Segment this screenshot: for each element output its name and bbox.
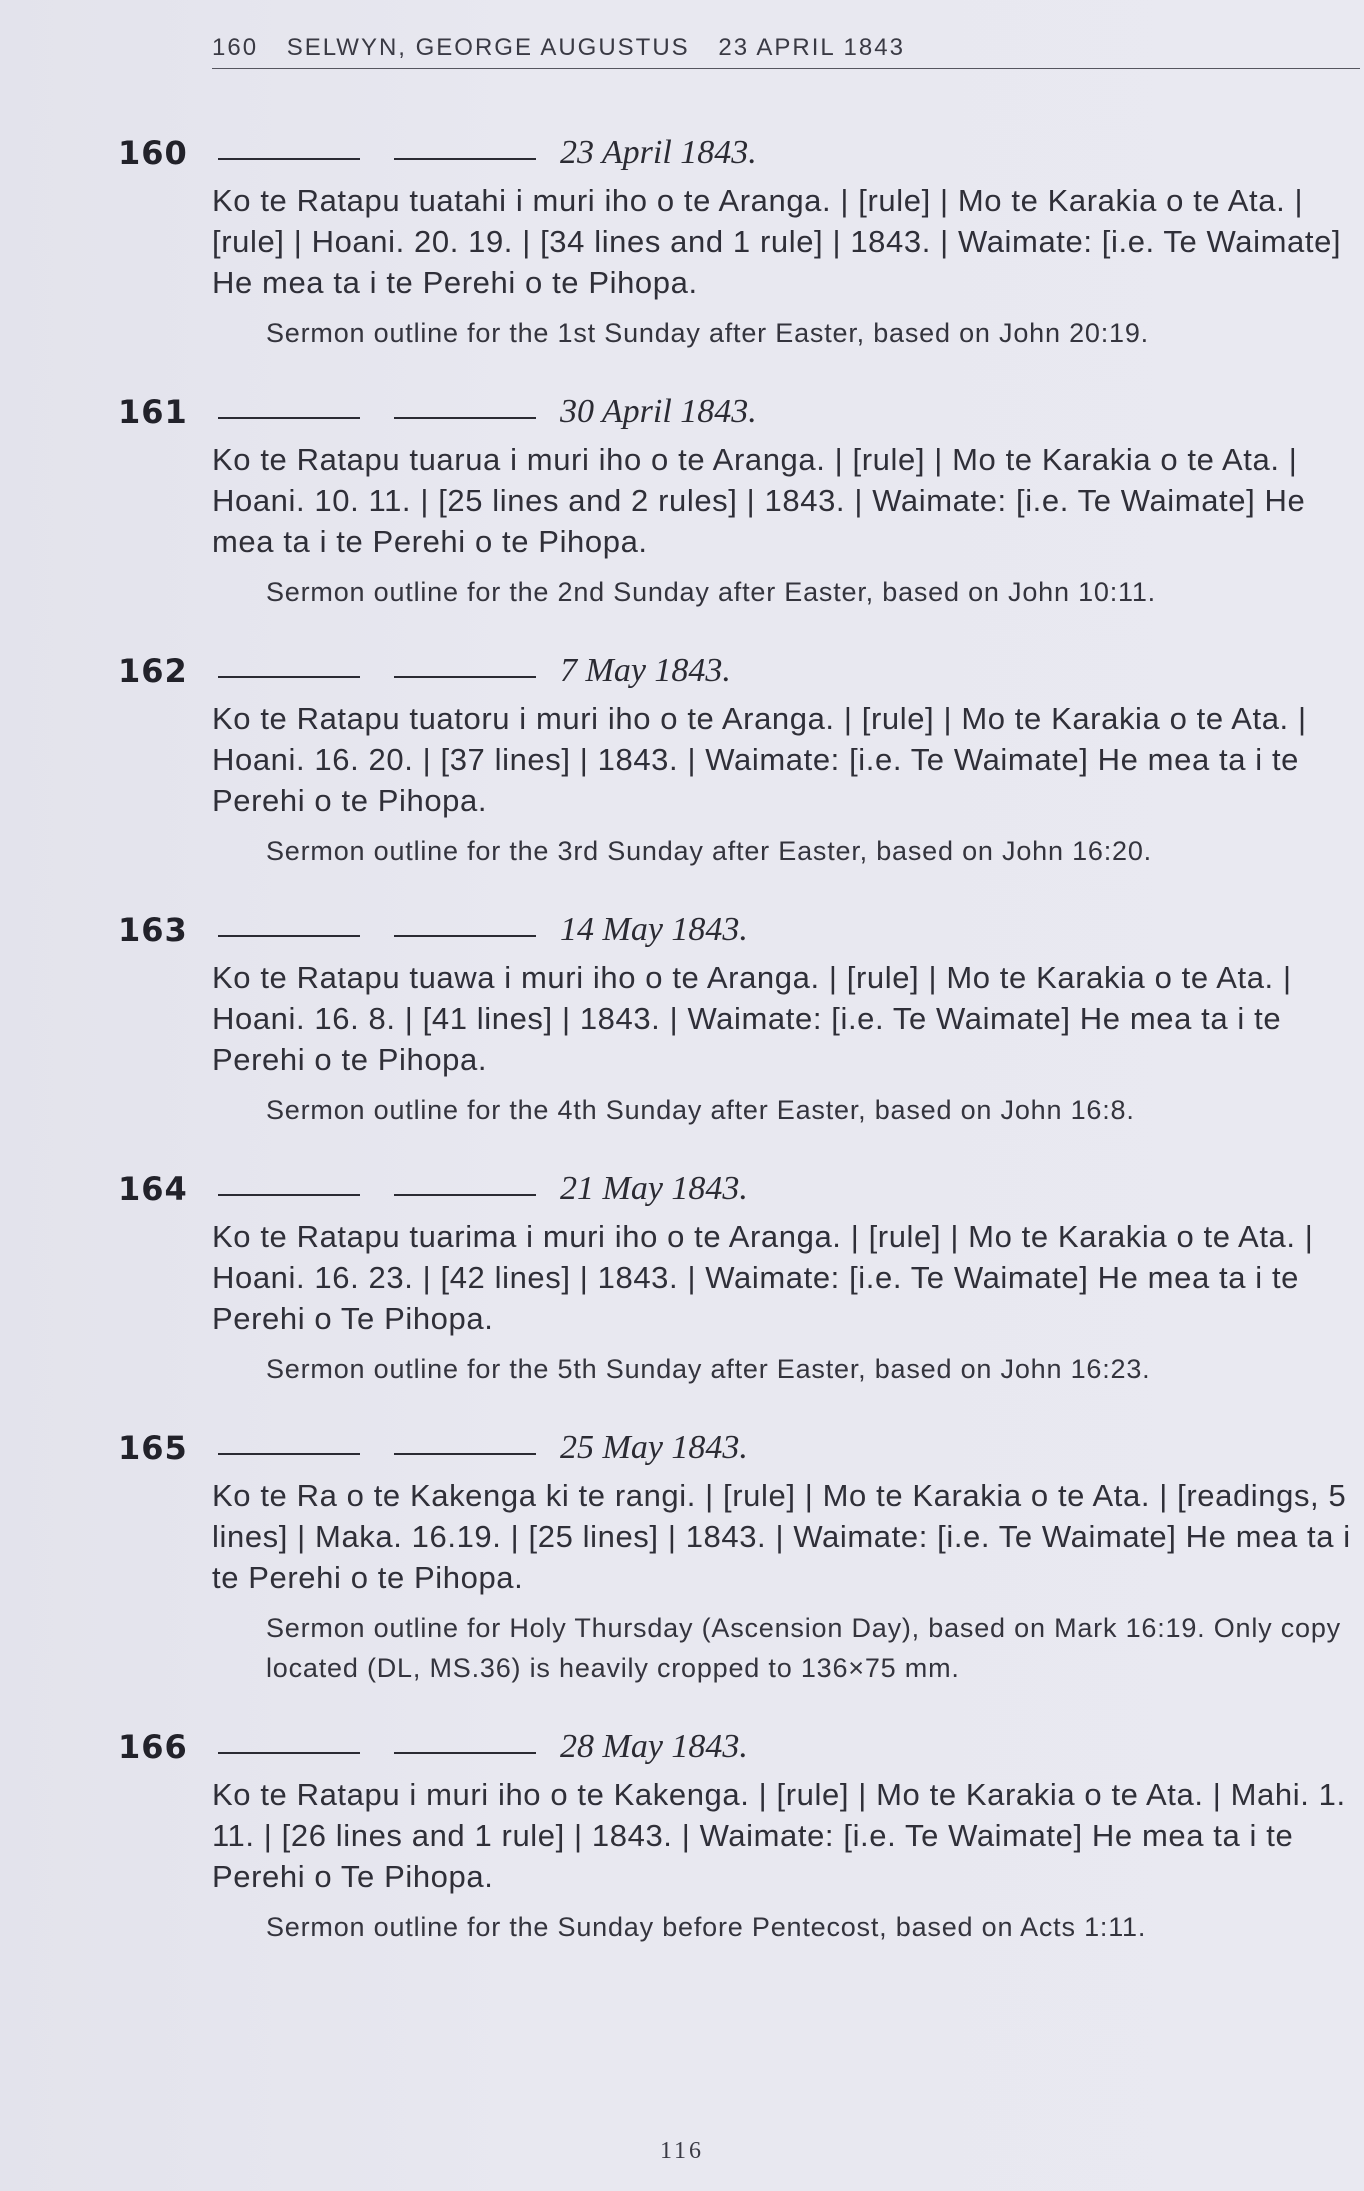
entry-title: Ko te Ratapu tuawa i muri iho o te Aranga. | [rule] | Mo te Karakia o te Ata. | Hoani. 16. 8. | [41 lines] | 1843. | Waimate: [i.e. Te Waimate] He mea ta i te Perehi o te Pihopa. (212, 960, 1292, 1077)
entry-number: 160 (118, 134, 188, 172)
entry-note: Sermon outline for the 3rd Sunday after Easter, based on John 16:20. (266, 836, 1152, 866)
running-head-date: 23 APRIL 1843 (718, 34, 905, 61)
entry-heading (0, 1724, 1364, 1774)
entry-title: Ko te Ratapu tuarua i muri iho o te Aranga. | [rule] | Mo te Karakia o te Ata. | Hoani. 10. 11. | [25 lines and 2 rules] | 1843. | Waimate: [i.e. Te Waimate] He mea ta i te Perehi o te Pihopa. (212, 442, 1306, 559)
title-dash (394, 417, 536, 419)
entry-166 (0, 1724, 1364, 1947)
entry-heading (0, 389, 1364, 439)
entry-date: 21 May 1843. (560, 1170, 748, 1207)
entry-note: Sermon outline for the 5th Sunday after Easter, based on John 16:23. (266, 1354, 1151, 1384)
running-head-author: SELWYN, GEORGE AUGUSTUS (286, 34, 690, 61)
author-dash (218, 1752, 360, 1754)
entry-number: 162 (118, 652, 188, 690)
entry-heading (0, 1166, 1364, 1216)
entry-note: Sermon outline for the 4th Sunday after Easter, based on John 16:8. (266, 1095, 1135, 1125)
entry-list (0, 130, 1364, 1983)
title-dash (394, 935, 536, 937)
author-dash (218, 1194, 360, 1196)
entry-note: Sermon outline for the 1st Sunday after Easter, based on John 20:19. (266, 318, 1149, 348)
entry-161 (0, 389, 1364, 612)
entry-date: 7 May 1843. (560, 652, 731, 689)
entry-number: 164 (118, 1170, 188, 1208)
entry-title: Ko te Ra o te Kakenga ki te rangi. | [rule] | Mo te Karakia o te Ata. | [readings, 5 lines] | Maka. 16.19. | [25 lines] | 1843. | Waimate: [i.e. Te Waimate] He mea ta i te Perehi o te Pihopa. (212, 1478, 1351, 1595)
entry-163 (0, 907, 1364, 1130)
entry-165 (0, 1425, 1364, 1688)
entry-title: Ko te Ratapu tuarima i muri iho o te Aranga. | [rule] | Mo te Karakia o te Ata. | Hoani. 16. 23. | [42 lines] | 1843. | Waimate: [i.e. Te Waimate] He mea ta i te Perehi o Te Pihopa. (212, 1219, 1314, 1336)
entry-date: 23 April 1843. (560, 134, 757, 171)
author-dash (218, 158, 360, 160)
entry-160 (0, 130, 1364, 353)
entry-note: Sermon outline for the Sunday before Pentecost, based on Acts 1:11. (266, 1912, 1147, 1942)
entry-note: Sermon outline for Holy Thursday (Ascension Day), based on Mark 16:19. Only copy located (DL, MS.36) is heavily cropped to 136×75 mm. (266, 1613, 1341, 1683)
entry-number: 165 (118, 1429, 188, 1467)
title-dash (394, 158, 536, 160)
entry-heading (0, 130, 1364, 180)
entry-date: 30 April 1843. (560, 393, 757, 430)
author-dash (218, 417, 360, 419)
entry-date: 14 May 1843. (560, 911, 748, 948)
entry-title: Ko te Ratapu tuatahi i muri iho o te Aranga. | [rule] | Mo te Karakia o te Ata. | [rule] | Hoani. 20. 19. | [34 lines and 1 rule] | 1843. | Waimate: [i.e. Te Waimate] He mea ta i te Perehi o te Pihopa. (212, 183, 1342, 300)
entry-note: Sermon outline for the 2nd Sunday after Easter, based on John 10:11. (266, 577, 1156, 607)
entry-title: Ko te Ratapu i muri iho o te Kakenga. | [rule] | Mo te Karakia o te Ata. | Mahi. 1. 11. | [26 lines and 1 rule] | 1843. | Waimate: [i.e. Te Waimate] He mea ta i te Perehi o Te Pihopa. (212, 1777, 1346, 1894)
entry-heading (0, 907, 1364, 957)
entry-date: 28 May 1843. (560, 1728, 748, 1765)
title-dash (394, 1453, 536, 1455)
running-head-page: 160 (212, 34, 259, 61)
entry-title: Ko te Ratapu tuatoru i muri iho o te Aranga. | [rule] | Mo te Karakia o te Ata. | Hoani. 16. 20. | [37 lines] | 1843. | Waimate: [i.e. Te Waimate] He mea ta i te Perehi o te Pihopa. (212, 701, 1307, 818)
entry-number: 166 (118, 1728, 188, 1766)
entry-number: 163 (118, 911, 188, 949)
author-dash (218, 935, 360, 937)
title-dash (394, 1752, 536, 1754)
entry-heading (0, 1425, 1364, 1475)
entry-164 (0, 1166, 1364, 1389)
author-dash (218, 1453, 360, 1455)
entry-number: 161 (118, 393, 188, 431)
entry-162 (0, 648, 1364, 871)
title-dash (394, 1194, 536, 1196)
page-number: 116 (659, 2138, 705, 2164)
running-head (212, 34, 1360, 69)
entry-heading (0, 648, 1364, 698)
title-dash (394, 676, 536, 678)
entry-date: 25 May 1843. (560, 1429, 748, 1466)
author-dash (218, 676, 360, 678)
